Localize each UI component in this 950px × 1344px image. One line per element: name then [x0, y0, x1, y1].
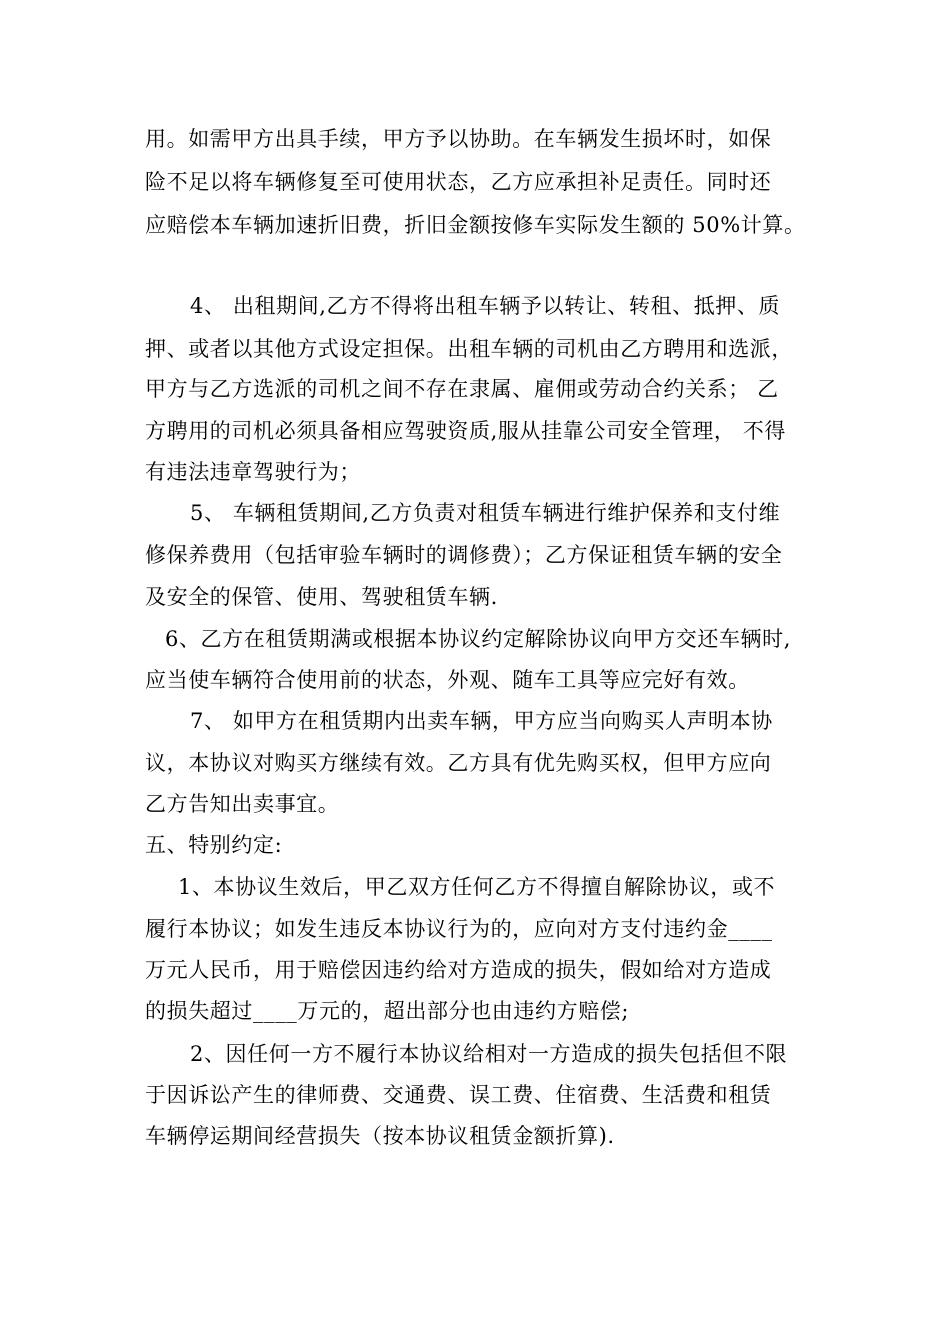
text-line: 万元人民币，用于赔偿因违约给对方造成的损失，假如给对方造成 — [145, 958, 772, 982]
text-line: 用。如需甲方出具手续，甲方予以协助。在车辆发生损坏时，如保 — [145, 127, 772, 151]
section-heading: 五、特别约定: — [145, 833, 283, 857]
text-line: 乙方告知出卖事宜。 — [145, 792, 340, 816]
text-line: 4、 出租期间,乙方不得将出租车辆予以转让、转租、抵押、质 — [190, 294, 781, 318]
text-line: 方聘用的司机必须具备相应驾驶资质,服从挂靠公司安全管理， 不得 — [145, 419, 786, 443]
text-line: 2、因任何一方不履行本协议给相对一方造成的损失包括但不限 — [190, 1042, 788, 1066]
text-line: 险不足以将车辆修复至可使用状态，乙方应承担补足责任。同时还 — [145, 170, 772, 194]
text-line: 有违法违章驾驶行为； — [145, 460, 361, 484]
text-line: 修保养费用（包括审验车辆时的调修费）；乙方保证租赁车辆的安全 — [145, 543, 783, 567]
text-line: 1、本协议生效后，甲乙双方任何乙方不得擅自解除协议，或不 — [178, 875, 776, 899]
text-line: 7、 如甲方在租赁期内出卖车辆，甲方应当向购买人声明本协 — [190, 709, 773, 733]
text-line: 应赔偿本车辆加速折旧费，折旧金额按修车实际发生额的 50%计算。 — [145, 213, 806, 237]
text-line: 履行本协议；如发生违反本协议行为的，应向对方支付违约金____ — [145, 917, 773, 941]
text-line: 的损失超过____万元的，超出部分也由违约方赔偿; — [145, 999, 630, 1023]
text-line: 6、乙方在租赁期满或根据本协议约定解除协议向甲方交还车辆时, — [165, 627, 792, 651]
text-line: 议，本协议对购买方继续有效。乙方具有优先购买权，但甲方应向 — [145, 751, 772, 775]
text-line: 押、或者以其他方式设定担保。出租车辆的司机由乙方聘用和选派， — [145, 337, 793, 361]
text-line: 甲方与乙方选派的司机之间不存在隶属、雇佣或劳动合约关系； 乙 — [145, 377, 779, 401]
text-line: 及安全的保管、使用、驾驶租赁车辆. — [145, 585, 498, 609]
text-line: 于因诉讼产生的律师费、交通费、误工费、住宿费、生活费和租赁 — [145, 1083, 772, 1107]
text-line: 应当使车辆符合使用前的状态，外观、随车工具等应完好有效。 — [145, 668, 750, 692]
text-line: 车辆停运期间经营损失（按本协议租赁金额折算). — [145, 1124, 615, 1148]
text-line: 5、 车辆租赁期间,乙方负责对租赁车辆进行维护保养和支付维 — [190, 501, 781, 525]
